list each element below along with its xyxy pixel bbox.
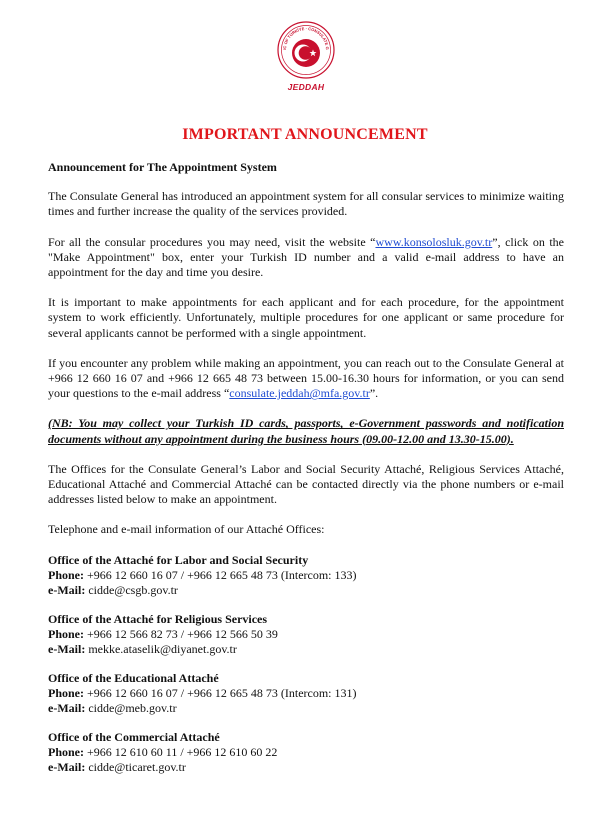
phone-value: +966 12 660 16 07 / +966 12 665 48 73 (Intercom: 131) [87, 685, 357, 700]
paragraph-contact-text-before: If you encounter any problem while making an appointment, you can reach out to the Consulate General at +966 12 660 16 07 and +966 12 665 48 73 between 15.00-16.30 hours for information, or you can send your questions to the e-mail address “ [48, 355, 564, 401]
office-phone [48, 627, 564, 642]
email-label: e-Mail: [48, 582, 86, 597]
email-value: mekke.ataselik@diyanet.gov.tr [88, 641, 237, 656]
announcement-body [48, 160, 564, 789]
paragraph-intro: The Consulate General has introduced an appointment system for all consular services to minimize waiting times and further increase the quality of the services provided. [48, 189, 564, 219]
phone-label: Phone: [48, 744, 84, 759]
announcement-heading: Announcement for The Appointment System [48, 160, 277, 174]
consulate-seal-icon [276, 20, 336, 80]
paragraph-website [48, 235, 564, 281]
office-name: Office of the Commercial Attaché [48, 729, 220, 744]
office-email [48, 701, 564, 716]
consulate-logo [266, 20, 346, 92]
email-value: cidde@csgb.gov.tr [88, 582, 178, 597]
phone-label: Phone: [48, 626, 84, 641]
email-label: e-Mail: [48, 641, 86, 656]
phone-label: Phone: [48, 685, 84, 700]
office-email [48, 642, 564, 657]
phone-value: +966 12 660 16 07 / +966 12 665 48 73 (Intercom: 133) [87, 567, 357, 582]
office-name: Office of the Attaché for Religious Services [48, 611, 268, 626]
office-phone [48, 745, 564, 760]
office-commercial [48, 730, 564, 775]
office-phone [48, 686, 564, 701]
consulate-email-link[interactable]: consulate.jeddah@mfa.gov.tr [229, 386, 370, 401]
office-phone [48, 568, 564, 583]
phone-label: Phone: [48, 567, 84, 582]
email-value: cidde@meb.gov.tr [88, 700, 177, 715]
website-link[interactable]: www.konsolosluk.gov.tr [375, 234, 493, 249]
office-email [48, 583, 564, 598]
paragraph-contact-info-heading: Telephone and e-mail information of our Attaché Offices: [48, 522, 325, 537]
paragraph-contact [48, 356, 564, 402]
seal-text: IC OF TÜRKİYE · CONSULATE G [281, 25, 331, 50]
paragraph-per-applicant: It is important to make appointments for each applicant and for each procedure, for the appointment system to work efficiently. Unfortunately, multiple procedures for one applicant or same procedure for several applicants cannot be performed with a single appointment. [48, 295, 564, 340]
phone-value: +966 12 610 60 11 / +966 12 610 60 22 [87, 744, 278, 759]
nb-note: (NB: You may collect your Turkish ID cards, passports, e-Government passwords and notification documents without any appointment during the business hours (09.00-12.00 and 13.30-15.00). [48, 416, 564, 446]
office-name: Office of the Attaché for Labor and Social Security [48, 552, 309, 567]
paragraph-attache-offices: The Offices for the Consulate General’s Labor and Social Security Attaché, Religious Services Attaché, Educational Attaché and Commercial Attaché can be contacted directly via the phone numbers or e-mail addresses listed below to make an appointment. [48, 461, 564, 507]
office-name: Office of the Educational Attaché [48, 670, 219, 685]
paragraph-contact-text-after: ”. [369, 386, 379, 401]
office-labor [48, 553, 564, 598]
email-value: cidde@ticaret.gov.tr [88, 759, 186, 774]
logo-city-label: JEDDAH [287, 82, 325, 92]
phone-value: +966 12 566 82 73 / +966 12 566 50 39 [87, 626, 278, 641]
paragraph-website-text-after: ”, click on the "Make Appointment" box, enter your Turkish ID number and a valid e-mail address to have an appointment for the day and time you desire. [48, 234, 564, 280]
email-label: e-Mail: [48, 759, 86, 774]
office-religious [48, 612, 564, 657]
page-title: IMPORTANT ANNOUNCEMENT [182, 126, 428, 143]
email-label: e-Mail: [48, 700, 86, 715]
office-email [48, 760, 564, 775]
office-educational [48, 671, 564, 716]
paragraph-website-text-before: For all the consular procedures you may need, visit the website “ [48, 234, 376, 249]
